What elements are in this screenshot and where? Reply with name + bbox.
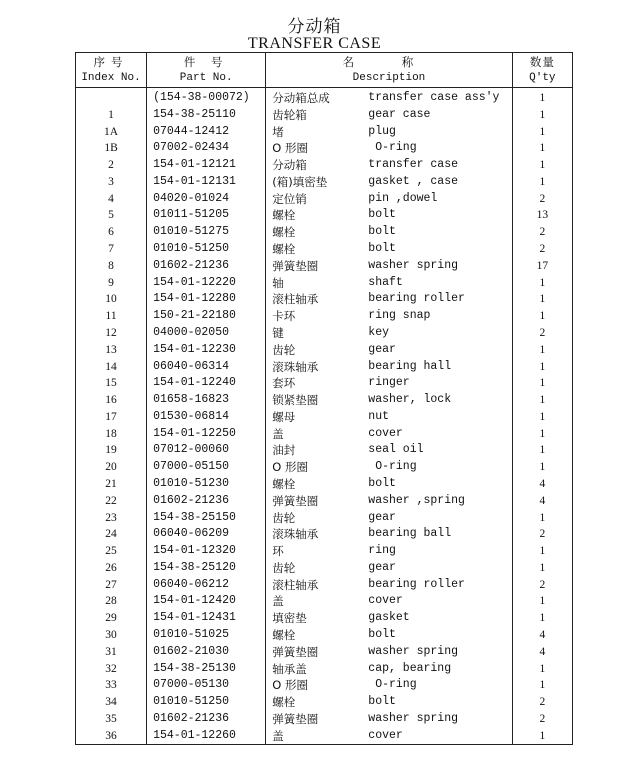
row-quantity: 4	[512, 644, 572, 661]
table-row	[76, 325, 573, 342]
row-description-cn: 弹簧垫圈	[272, 258, 319, 273]
row-description-en: bearing roller	[368, 292, 465, 306]
row-index: 36	[76, 728, 147, 745]
row-description-cn: 堵	[272, 124, 284, 139]
row-description-cn: 盖	[272, 426, 284, 441]
row-part-number: 01010-51025	[147, 627, 266, 644]
row-description-en: pin ,dowel	[368, 191, 438, 205]
row-description-en: bearing roller	[368, 577, 465, 591]
row-description-en: washer spring	[368, 711, 459, 725]
table-row	[76, 577, 573, 594]
table-row	[76, 174, 573, 191]
row-description-en: transfer case ass'y	[368, 91, 500, 104]
row-quantity: 1	[512, 426, 572, 443]
row-description	[266, 157, 512, 174]
row-part-number: 01010-51250	[147, 694, 266, 711]
row-part-number: 07000-05130	[147, 677, 266, 694]
row-description-en: transfer case	[368, 158, 459, 172]
row-description-cn: 轴	[272, 275, 284, 290]
table-row	[76, 275, 573, 292]
row-description	[266, 258, 512, 275]
row-description	[266, 711, 512, 728]
row-quantity: 1	[512, 342, 572, 359]
row-description-cn: 滚柱轴承	[272, 292, 319, 307]
row-description-cn: 齿轮	[272, 560, 296, 575]
row-part-number: 07002-02434	[147, 140, 266, 157]
row-description-cn: O 形圈	[272, 678, 309, 693]
row-description-cn: O 形圈	[272, 141, 309, 156]
row-description-cn: 滚柱轴承	[272, 577, 319, 592]
row-description-en: bolt	[368, 225, 396, 239]
row-description-en: bearing hall	[368, 359, 452, 373]
row-quantity: 1	[512, 174, 572, 191]
row-description	[266, 409, 512, 426]
row-description	[266, 577, 512, 594]
row-description-en: bolt	[368, 242, 396, 256]
row-description	[266, 107, 512, 124]
page-title-english: TRANSFER CASE	[247, 35, 382, 52]
table-row	[76, 560, 573, 577]
row-index: 13	[76, 342, 147, 359]
row-description	[266, 191, 512, 208]
row-part-number: 01010-51230	[147, 476, 266, 493]
row-description	[266, 359, 512, 376]
row-description-en: bolt	[368, 695, 396, 709]
table-header	[76, 53, 573, 88]
row-part-number: 150-21-22180	[147, 308, 266, 325]
row-part-number: 07044-12412	[147, 124, 266, 141]
table-row	[76, 88, 573, 107]
table-row	[76, 442, 573, 459]
row-description-en: cover	[368, 594, 403, 608]
row-part-number: 06040-06314	[147, 359, 266, 376]
row-index: 28	[76, 593, 147, 610]
row-description	[266, 459, 512, 476]
table-row	[76, 459, 573, 476]
row-description-cn: 盖	[272, 594, 284, 609]
row-description-cn: 齿轮	[272, 510, 296, 525]
row-quantity: 1	[512, 392, 572, 409]
row-part-number: 06040-06209	[147, 526, 266, 543]
header-index	[76, 53, 147, 88]
row-description-cn: 滚珠轴承	[272, 527, 319, 542]
row-index: 10	[76, 291, 147, 308]
row-part-number: 01010-51250	[147, 241, 266, 258]
header-quantity-cn: 数量	[529, 55, 555, 69]
row-quantity: 1	[512, 359, 572, 376]
row-description-en: bolt	[368, 208, 396, 222]
row-index: 35	[76, 711, 147, 728]
row-description-cn: 螺栓	[272, 208, 296, 223]
row-index: 24	[76, 526, 147, 543]
row-part-number: 04000-02050	[147, 325, 266, 342]
row-part-number: 154-01-12280	[147, 291, 266, 308]
row-description-en: washer ,spring	[368, 493, 465, 507]
row-description-en: cap, bearing	[368, 661, 452, 675]
row-index: 19	[76, 442, 147, 459]
row-part-number: 154-01-12131	[147, 174, 266, 191]
row-description	[266, 342, 512, 359]
row-part-number: 01530-06814	[147, 409, 266, 426]
row-quantity: 2	[512, 224, 572, 241]
row-description-en: washer spring	[368, 258, 459, 272]
table-row	[76, 308, 573, 325]
row-part-number: 154-38-25120	[147, 560, 266, 577]
table-row	[76, 342, 573, 359]
row-index: 17	[76, 409, 147, 426]
row-index: 6	[76, 224, 147, 241]
row-index: 25	[76, 543, 147, 560]
row-description	[266, 375, 512, 392]
row-part-number: 07000-05150	[147, 459, 266, 476]
table-row	[76, 593, 573, 610]
table-row	[76, 224, 573, 241]
row-description-cn: 定位销	[272, 191, 307, 206]
row-part-number: 154-38-25150	[147, 510, 266, 527]
row-description	[266, 291, 512, 308]
table-row	[76, 291, 573, 308]
row-description	[266, 476, 512, 493]
row-description-cn: (箱)填密垫	[272, 174, 328, 189]
row-description-en: cover	[368, 728, 403, 742]
row-part-number: 154-38-25110	[147, 107, 266, 124]
row-description	[266, 644, 512, 661]
row-description-cn: O 形圈	[272, 460, 309, 475]
row-quantity: 2	[512, 241, 572, 258]
row-part-number: 01011-51205	[147, 207, 266, 224]
row-part-number: 154-01-12260	[147, 728, 266, 745]
row-description-en: bolt	[368, 628, 396, 641]
table-row	[76, 157, 573, 174]
row-index: 20	[76, 459, 147, 476]
row-index: 18	[76, 426, 147, 443]
row-description-en: plug	[368, 124, 396, 138]
row-index: 2	[76, 157, 147, 174]
row-index: 14	[76, 359, 147, 376]
row-quantity: 2	[512, 694, 572, 711]
table-row	[76, 526, 573, 543]
row-description	[266, 694, 512, 711]
row-quantity: 1	[512, 107, 572, 124]
row-description-en: gasket	[368, 611, 410, 625]
row-part-number: 01602-21236	[147, 493, 266, 510]
row-description-en: washer, lock	[368, 393, 452, 407]
row-index: 31	[76, 644, 147, 661]
row-part-number: 01602-21236	[147, 258, 266, 275]
row-description-cn: 键	[272, 325, 284, 340]
row-index: 1	[76, 107, 147, 124]
row-part-number: 154-01-12431	[147, 610, 266, 627]
row-quantity: 1	[512, 291, 572, 308]
row-index: 32	[76, 661, 147, 678]
row-quantity: 4	[512, 476, 572, 493]
row-description	[266, 124, 512, 141]
row-description	[266, 442, 512, 459]
row-description-en: O-ring	[368, 460, 417, 474]
row-quantity: 1	[512, 593, 572, 610]
row-index: 23	[76, 510, 147, 527]
header-description	[266, 53, 512, 88]
row-description-cn: 填密垫	[272, 611, 307, 626]
row-description-cn: 分动箱总成	[272, 91, 330, 105]
table-row	[76, 392, 573, 409]
row-quantity: 2	[512, 191, 572, 208]
row-index: 3	[76, 174, 147, 191]
row-description-cn: 油封	[272, 443, 296, 458]
row-index: 30	[76, 627, 147, 644]
row-description-cn: 弹簧垫圈	[272, 493, 319, 508]
row-quantity: 2	[512, 526, 572, 543]
row-part-number: 04020-01024	[147, 191, 266, 208]
header-part-cn: 件 号	[183, 55, 229, 69]
row-index: 5	[76, 207, 147, 224]
row-part-number: 06040-06212	[147, 577, 266, 594]
row-quantity: 1	[512, 275, 572, 292]
header-part	[147, 53, 266, 88]
row-quantity: 1	[512, 610, 572, 627]
header-index-en: Index No.	[81, 72, 141, 84]
row-description	[266, 174, 512, 191]
row-description-cn: 套环	[272, 376, 296, 391]
header-row	[76, 53, 573, 88]
row-description-en: nut	[368, 409, 390, 423]
row-quantity: 1	[512, 459, 572, 476]
row-description	[266, 627, 512, 644]
row-part-number: 01658-16823	[147, 392, 266, 409]
row-description-cn: 螺栓	[272, 225, 296, 240]
row-part-number: (154-38-00072)	[147, 88, 266, 107]
row-description-en: ring	[368, 544, 396, 558]
page-title-chinese: 分动箱	[287, 17, 342, 37]
row-description-cn: 分动箱	[272, 158, 307, 173]
row-quantity: 2	[512, 325, 572, 342]
header-description-cn: 名 称	[342, 55, 436, 69]
row-description	[266, 610, 512, 627]
header-quantity-en: Q'ty	[529, 72, 556, 84]
table-row	[76, 124, 573, 141]
row-description-cn: 齿轮箱	[272, 107, 307, 122]
row-description-en: gear case	[368, 107, 431, 121]
row-description-en: gear	[368, 560, 396, 574]
row-part-number: 154-01-12230	[147, 342, 266, 359]
row-description-en: seal oil	[368, 443, 424, 457]
row-description	[266, 543, 512, 560]
table-row	[76, 677, 573, 694]
row-index: 8	[76, 258, 147, 275]
row-index: 16	[76, 392, 147, 409]
row-quantity: 1	[512, 375, 572, 392]
row-index: 1A	[76, 124, 147, 141]
row-index: 9	[76, 275, 147, 292]
row-index: 1B	[76, 140, 147, 157]
header-quantity	[512, 53, 572, 88]
row-quantity: 1	[512, 543, 572, 560]
row-description-cn: 齿轮	[272, 342, 296, 357]
row-index: 7	[76, 241, 147, 258]
row-description-en: O-ring	[368, 678, 417, 692]
row-part-number: 154-01-12250	[147, 426, 266, 443]
row-description-en: ring snap	[368, 309, 431, 323]
row-index: 22	[76, 493, 147, 510]
row-description	[266, 207, 512, 224]
row-quantity: 2	[512, 711, 572, 728]
row-quantity: 1	[512, 308, 572, 325]
table-row	[76, 375, 573, 392]
row-description	[266, 392, 512, 409]
table-row	[76, 610, 573, 627]
table-row	[76, 107, 573, 124]
row-part-number: 154-01-12320	[147, 543, 266, 560]
table-row	[76, 207, 573, 224]
table-row	[76, 493, 573, 510]
row-index: 34	[76, 694, 147, 711]
row-part-number: 154-01-12240	[147, 375, 266, 392]
row-index: 27	[76, 577, 147, 594]
row-quantity: 1	[512, 677, 572, 694]
row-description-cn: 螺母	[272, 409, 296, 424]
row-description-en: gear	[368, 342, 396, 356]
row-index	[76, 88, 147, 107]
row-description-en: key	[368, 325, 390, 339]
row-quantity: 1	[512, 728, 572, 745]
row-index: 4	[76, 191, 147, 208]
row-description-en: shaft	[368, 275, 403, 289]
row-part-number: 154-01-12420	[147, 593, 266, 610]
row-description-cn: 锁紧垫圈	[272, 393, 319, 408]
row-description	[266, 224, 512, 241]
row-description-cn: 卡环	[272, 309, 296, 324]
table-row	[76, 241, 573, 258]
row-description-cn: 螺栓	[272, 242, 296, 257]
row-description-en: ringer	[368, 376, 410, 390]
row-quantity: 1	[512, 560, 572, 577]
table-body	[76, 88, 573, 745]
row-index: 26	[76, 560, 147, 577]
row-description-cn: 螺栓	[272, 695, 296, 710]
table-row	[76, 627, 573, 644]
row-description-cn: 螺栓	[272, 628, 296, 642]
row-part-number: 154-01-12220	[147, 275, 266, 292]
row-description	[266, 325, 512, 342]
row-description	[266, 140, 512, 157]
table-row	[76, 409, 573, 426]
row-description-en: bolt	[368, 476, 396, 490]
row-description-cn: 弹簧垫圈	[272, 644, 319, 659]
row-index: 21	[76, 476, 147, 493]
row-quantity: 17	[512, 258, 572, 275]
row-description	[266, 661, 512, 678]
row-description	[266, 275, 512, 292]
row-description	[266, 728, 512, 745]
table-row	[76, 644, 573, 661]
table-row	[76, 728, 573, 745]
row-description	[266, 493, 512, 510]
table-row	[76, 426, 573, 443]
row-part-number: 07012-00060	[147, 442, 266, 459]
row-description-cn: 滚珠轴承	[272, 359, 319, 374]
row-description-cn: 轴承盖	[272, 661, 307, 676]
row-index: 11	[76, 308, 147, 325]
table-row	[76, 140, 573, 157]
row-part-number: 154-01-12121	[147, 157, 266, 174]
row-index: 33	[76, 677, 147, 694]
row-part-number: 154-38-25130	[147, 661, 266, 678]
row-part-number: 01602-21236	[147, 711, 266, 728]
row-description	[266, 510, 512, 527]
row-quantity: 1	[512, 442, 572, 459]
row-description	[266, 677, 512, 694]
row-part-number: 01010-51275	[147, 224, 266, 241]
row-quantity: 1	[512, 661, 572, 678]
row-description-en: gear	[368, 510, 396, 524]
row-quantity: 1	[512, 409, 572, 426]
table-row	[76, 359, 573, 376]
row-description-cn: 弹簧垫圈	[272, 711, 319, 726]
row-description-en: O-ring	[368, 141, 417, 155]
row-part-number: 01602-21030	[147, 644, 266, 661]
row-description-cn: 环	[272, 544, 284, 559]
table-row	[76, 661, 573, 678]
row-quantity: 13	[512, 207, 572, 224]
row-description-cn: 螺栓	[272, 476, 296, 491]
row-description	[266, 308, 512, 325]
row-description	[266, 426, 512, 443]
row-index: 29	[76, 610, 147, 627]
header-description-en: Description	[352, 72, 426, 84]
row-description-en: bearing ball	[368, 527, 452, 541]
table-row	[76, 694, 573, 711]
table-row	[76, 476, 573, 493]
table-row	[76, 510, 573, 527]
row-quantity: 1	[512, 157, 572, 174]
table-row	[76, 191, 573, 208]
row-description	[266, 526, 512, 543]
row-quantity: 1	[512, 510, 572, 527]
row-quantity: 1	[512, 88, 572, 107]
row-quantity: 2	[512, 577, 572, 594]
row-index: 15	[76, 375, 147, 392]
row-index: 12	[76, 325, 147, 342]
row-description	[266, 593, 512, 610]
row-description-en: washer spring	[368, 644, 459, 658]
row-description	[266, 241, 512, 258]
row-description	[266, 560, 512, 577]
row-quantity: 1	[512, 140, 572, 157]
header-index-cn: 序号	[93, 55, 129, 69]
table-row	[76, 258, 573, 275]
row-quantity: 4	[512, 493, 572, 510]
parts-table	[75, 52, 573, 745]
row-description	[266, 88, 512, 107]
row-quantity: 1	[512, 124, 572, 141]
row-quantity: 4	[512, 627, 572, 644]
table-row	[76, 543, 573, 560]
table-row	[76, 711, 573, 728]
row-description-en: gasket , case	[368, 174, 459, 188]
row-description-en: cover	[368, 426, 403, 440]
row-description-cn: 盖	[272, 728, 284, 743]
header-part-en: Part No.	[179, 72, 233, 84]
